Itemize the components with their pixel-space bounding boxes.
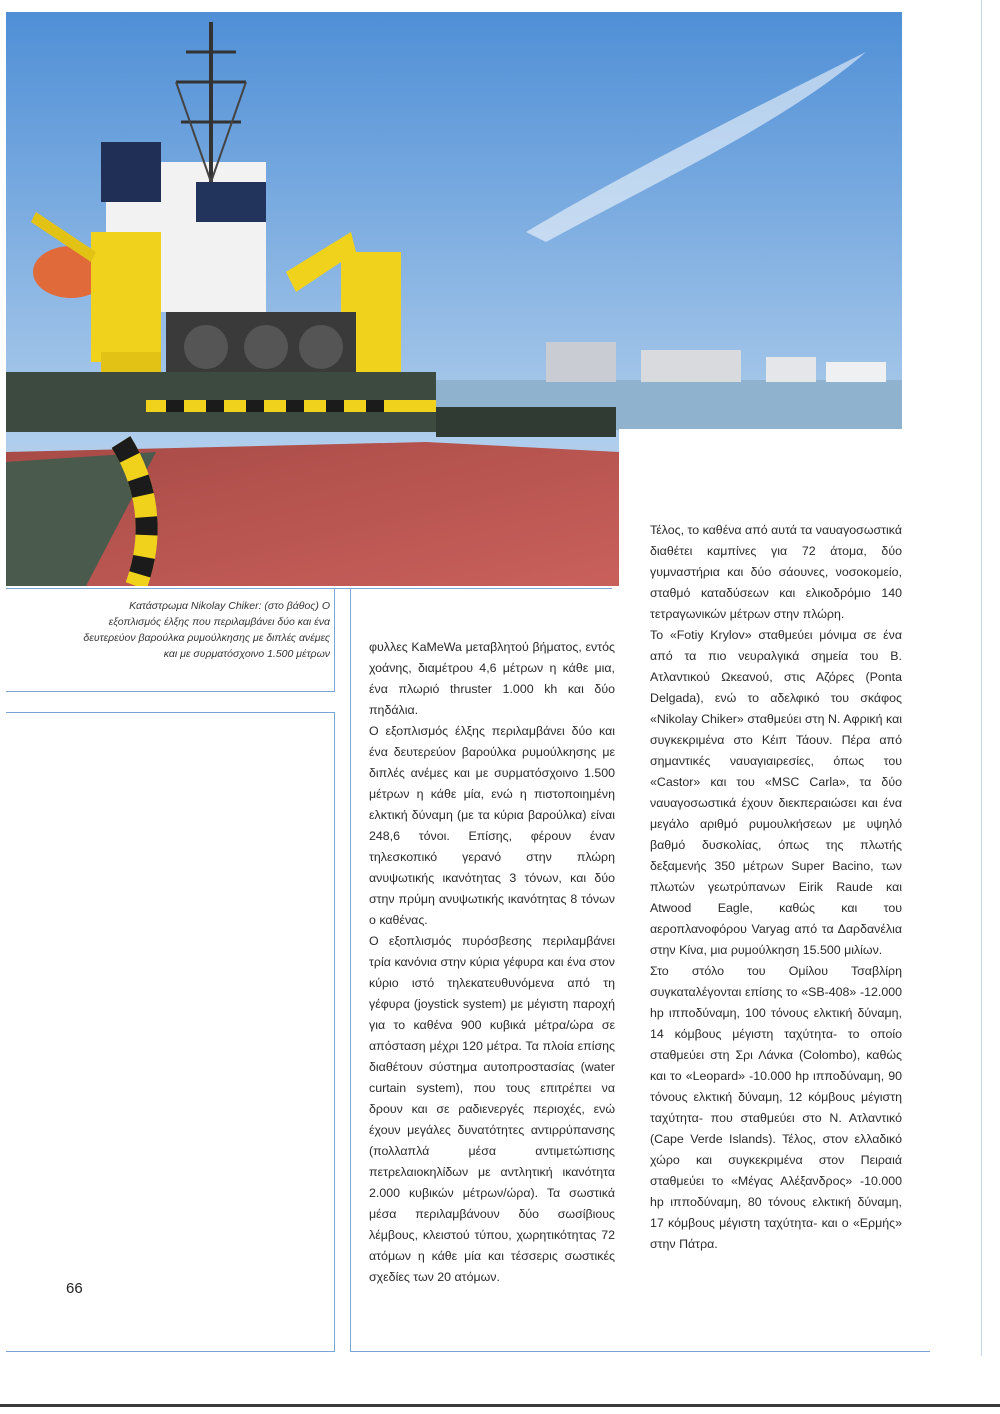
paragraph: Ο εξοπλισμός πυρόσβεσης περιλαμβάνει τρία κανόνια στην κύρια γέφυρα και ένα στον κύριο ιστό τηλεκατευθυνόμενα από τη γέφυρα (joystick system) με μέγιστη παροχή για το καθένα 900 κυβικά μέτρα/ώρα σε απόσταση μέχρι 120 μέτρα. Τα πλοία επίσης διαθέτουν σύστημα αυτοπροστασίας (water curtain system), που τους επιτρέπει να δρουν και σε ραδιενεργές περιοχές, ενώ έχουν μεγάλες δυνατότητες αντιρρύπανσης (πολλαπλά μέσα αντιμετώπισης πετρελαιοκηλίδων με αντλητική ικανότητα 2.000 κυβικών μέτρων/ώρα). Τα σωστικά μέσα περιλαμβάνουν δύο σωσίβιους λέμβους, κλειστού τύπου, χωρητικότητας 72 ατόμων η κάθε μία και τέσσερις σωστικές σχεδίες των 20 ατόμων. <box>369 934 615 1284</box>
photo-caption: Κατάστρωμα Nikolay Chiker: (στο βάθος) Ο εξοπλισμός έλξης που περιλαμβάνει δύο και ένα δευτερεύον βαρούλκα ρυμούλκησης με διπλές ανέμες και με συρματόσχοινο 1.500 μέτρων <box>83 600 330 660</box>
frame-line-box-right <box>334 712 335 1352</box>
paragraph: Τέλος, το καθένα από αυτά τα ναυαγοσωστικά διαθέτει καμπίνες για 72 άτομα, δύο γυμναστήρια και δύο σάουνες, νοσοκομείο, σταθμό καταδύσεων και ελικοδρόμιο 140 τετραγωνικών μέτρων στην πλώρη. <box>650 523 902 621</box>
paragraph: Στο στόλο του Ομίλου Τσαβλίρη συγκαταλέγονται επίσης το «SB-408» -12.000 hp ιπποδύναμη, 100 τόνους ελκτική δύναμη, 14 κόμβους μέγιστη ταχύτητα- το οποίο σταθμεύει στη Σρι Λάνκα (Colombo), καθώς και το «Leopard» -10.000 hp ιπποδύναμη, 90 τόνους ελκτική δύναμη, 12 κόμβους μέγιστη ταχύτητα- που σταθμεύει στο Ν. Ατλαντικό (Cape Verde Islands). Τέλος, στον ελλαδικό χώρο και συγκεκριμένα στον Πειραιά σταθμεύει το «Μέγας Αλέξανδρος» -10.000 hp ιπποδύναμη, 80 τόνους ελκτική δύναμη, 17 κόμβους μέγιστη ταχύτητα- και ο «Ερμής» στην Πάτρα. <box>650 964 902 1251</box>
page-number: 66 <box>66 1280 83 1297</box>
article-column-middle <box>369 637 615 1288</box>
paragraph: φυλλες KaMeWa μεταβλητού βήματος, εντός χοάνης, διαμέτρου 4,6 μέτρων η κάθε μια, ένα πλωριό thruster 1.000 kh και δύο πηδάλια. <box>369 640 615 717</box>
article-column-right <box>650 520 902 1255</box>
paragraph: Το «Fotiy Krylov» σταθμεύει μόνιμα σε ένα από τα πιο νευραλγικά σημεία του Β. Ατλαντικού Ωκεανού, στις Αζόρες (Ponta Delgada), ενώ το αδελφικό του σκάφος «Nikolay Chiker» σταθμεύει στη Ν. Αφρική και συγκεκριμένα στο Κέιπ Τάουν. Πέρα από σημαντικές ναυαγιαιρεσίες, όπως του «Castor» και του «MSC Carla», τα δύο ναυαγοσωστικά έχουν διεκπεραιώσει και ένα μεγάλο αριθμό ρυμουλκήσεων με υψηλό βαθμό δυσκολίας, όπως της πλωτής δεξαμενής 350 μέτρων Super Bacino, των πλωτών γεωτρύπανων Eirik Raude και Atwood Eagle, καθώς και του αεροπλανοφόρου Varyag από τα Δαρδανέλια στην Κίνα, μια ρυμούλκηση 15.500 μιλίων. <box>650 628 902 957</box>
frame-line-caption-bottom <box>6 691 335 692</box>
frame-line-middle-left <box>350 588 351 1352</box>
page-right-edge <box>981 0 982 1356</box>
frame-line-caption-right <box>334 588 335 692</box>
paragraph: Ο εξοπλισμός έλξης περιλαμβάνει δύο και ένα δευτερεύον βαρούλκα ρυμούλκησης με διπλές ανέμες και με συρματόσχοινο 1.500 μέτρων η κάθε μία, ενώ η πιστοποιημένη ελκτική δύναμη (με τα κύρια βαρούλκα) είναι 248,6 τόνοι. Επίσης, φέρουν έναν τηλεσκοπικό γερανό στην πλώρη ανυψωτικής ικανότητας 3 τόνων, και δύο στην πρύμη ανυψωτικής ικανότητας 8 τόνων ο καθένας. <box>369 724 615 927</box>
ship-deck-photo <box>6 12 902 586</box>
frame-line-bottom-wide <box>350 1351 930 1352</box>
bottom-rule <box>0 1404 1000 1407</box>
frame-line-box-bottom <box>6 1351 335 1352</box>
frame-line-caption-top <box>6 588 612 589</box>
ship-deck-illustration <box>6 12 902 586</box>
frame-line-box-top <box>6 712 335 713</box>
